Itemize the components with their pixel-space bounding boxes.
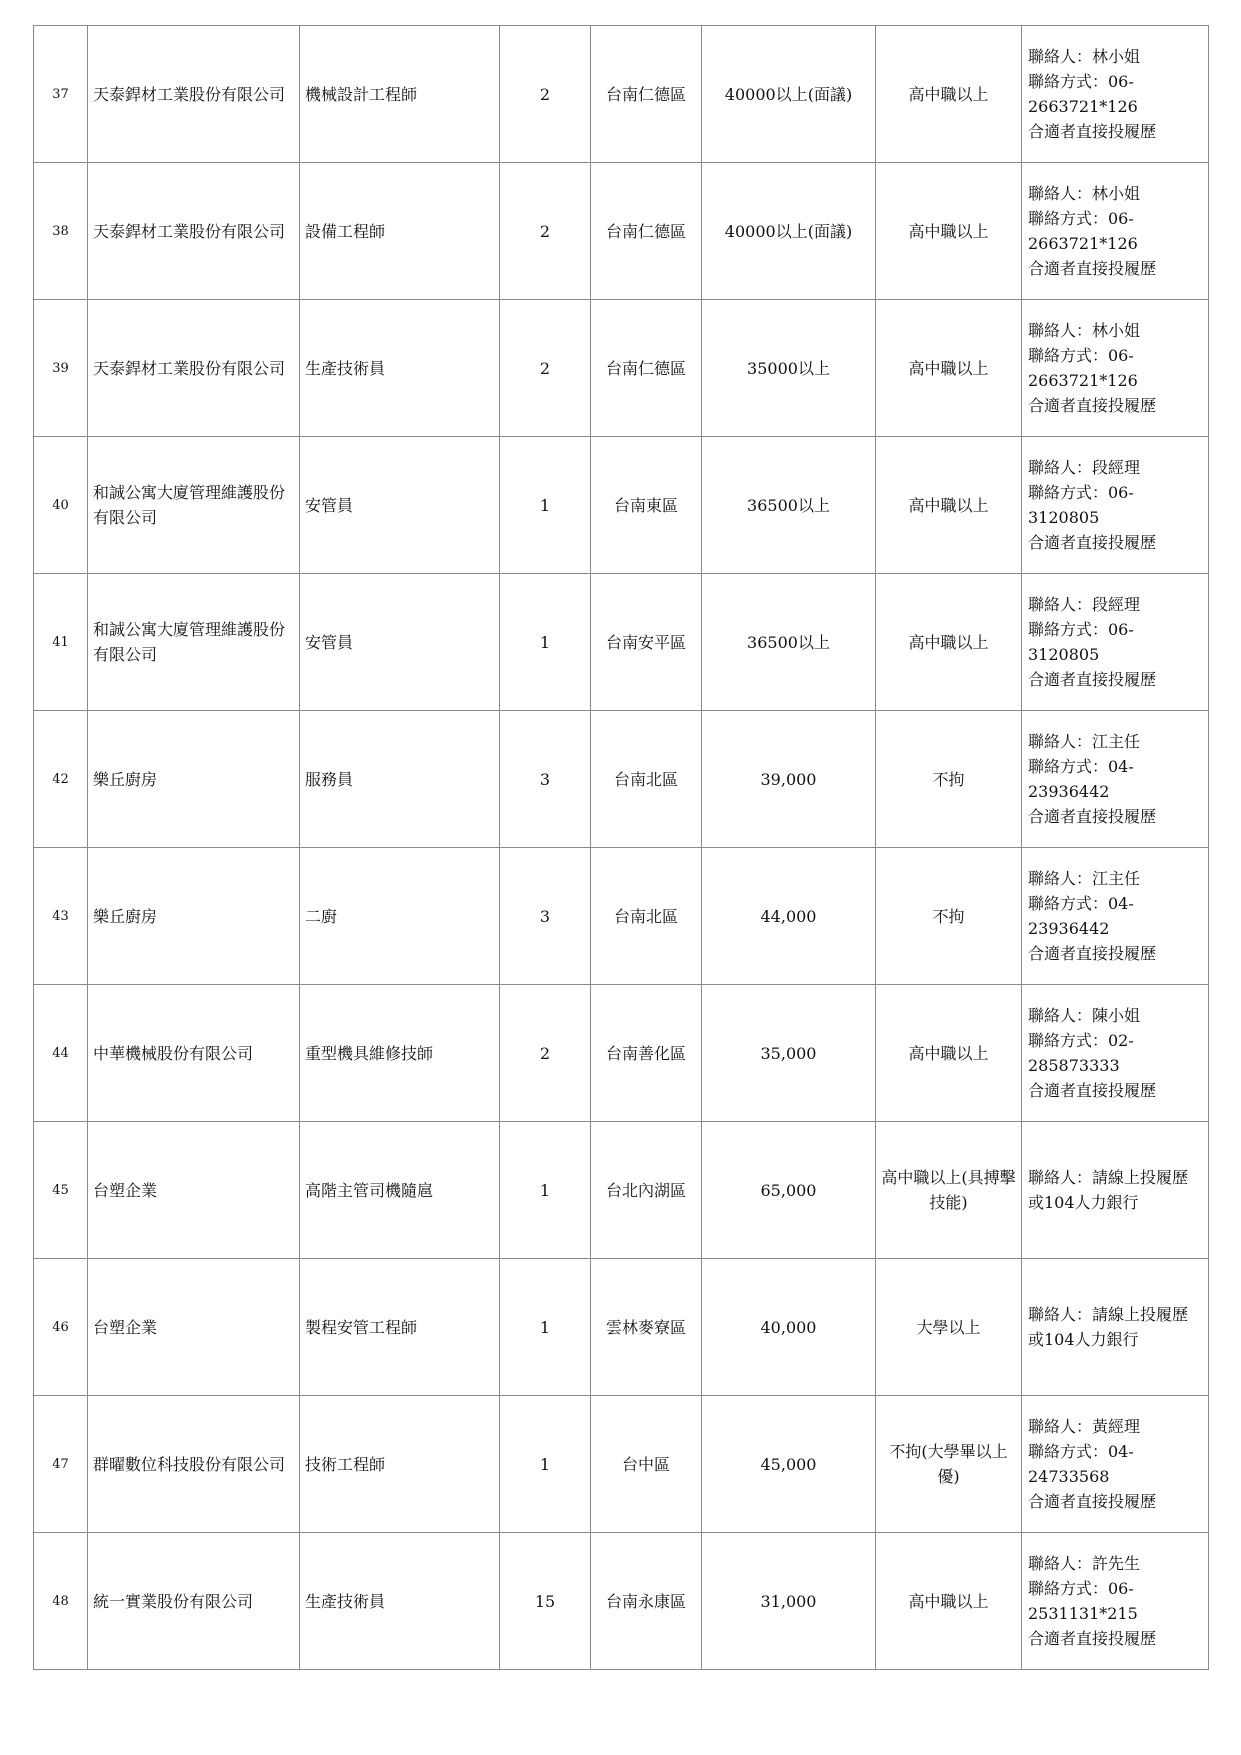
contact-line: 聯絡方式：06- [1028, 72, 1134, 91]
job-title: 製程安管工程師 [300, 1259, 500, 1396]
row-number: 38 [34, 163, 88, 300]
job-listing-table [33, 25, 1209, 1670]
contact-line: 合適者直接投履歷 [1028, 259, 1157, 278]
work-location: 台北內湖區 [591, 1122, 702, 1259]
row-number: 44 [34, 985, 88, 1122]
contact-line: 2663721*126 [1028, 371, 1138, 390]
table-row [34, 848, 1209, 985]
contact-line: 2531131*215 [1028, 1604, 1138, 1623]
job-rows [34, 26, 1209, 1670]
contact-line: 合適者直接投履歷 [1028, 122, 1157, 141]
contact-info [1022, 1259, 1209, 1396]
contact-line: 聯絡方式：06- [1028, 1579, 1134, 1598]
headcount: 3 [500, 848, 591, 985]
education-requirement: 不拘 [876, 711, 1022, 848]
education-requirement: 高中職以上 [876, 574, 1022, 711]
contact-info [1022, 711, 1209, 848]
headcount: 2 [500, 26, 591, 163]
row-number: 48 [34, 1533, 88, 1670]
contact-line: 合適者直接投履歷 [1028, 1629, 1157, 1648]
contact-line: 合適者直接投履歷 [1028, 670, 1157, 689]
row-number: 43 [34, 848, 88, 985]
contact-line: 聯絡人：林小姐 [1028, 47, 1141, 66]
contact-line: 聯絡方式：06- [1028, 620, 1134, 639]
contact-line: 聯絡方式：04- [1028, 757, 1134, 776]
contact-line: 3120805 [1028, 645, 1100, 664]
work-location: 台南東區 [591, 437, 702, 574]
contact-line: 聯絡人：段經理 [1028, 458, 1141, 477]
contact-line: 合適者直接投履歷 [1028, 396, 1157, 415]
salary: 35000以上 [702, 300, 876, 437]
table-row [34, 1396, 1209, 1533]
company-name: 樂丘廚房 [88, 711, 300, 848]
contact-info [1022, 163, 1209, 300]
company-name: 天泰銲材工業股份有限公司 [88, 163, 300, 300]
contact-line: 聯絡人：黃經理 [1028, 1417, 1141, 1436]
education-requirement: 不拘(大學畢以上優) [876, 1396, 1022, 1533]
job-title: 重型機具維修技師 [300, 985, 500, 1122]
table-row [34, 163, 1209, 300]
work-location: 台南仁德區 [591, 163, 702, 300]
salary: 40000以上(面議) [702, 26, 876, 163]
education-requirement: 高中職以上 [876, 985, 1022, 1122]
education-requirement: 高中職以上 [876, 300, 1022, 437]
row-number: 40 [34, 437, 88, 574]
education-requirement: 不拘 [876, 848, 1022, 985]
company-name: 和誠公寓大廈管理維護股份有限公司 [88, 437, 300, 574]
salary: 44,000 [702, 848, 876, 985]
contact-line: 24733568 [1028, 1467, 1110, 1486]
job-title: 設備工程師 [300, 163, 500, 300]
contact-line: 285873333 [1028, 1056, 1120, 1075]
table-row [34, 711, 1209, 848]
contact-info [1022, 848, 1209, 985]
contact-line: 聯絡人：段經理 [1028, 595, 1141, 614]
contact-line: 2663721*126 [1028, 97, 1138, 116]
job-title: 安管員 [300, 437, 500, 574]
work-location: 台南善化區 [591, 985, 702, 1122]
contact-line: 聯絡人：江主任 [1028, 869, 1141, 888]
headcount: 3 [500, 711, 591, 848]
contact-line: 聯絡方式：06- [1028, 483, 1134, 502]
job-title: 生產技術員 [300, 300, 500, 437]
contact-line: 合適者直接投履歷 [1028, 533, 1157, 552]
work-location: 台中區 [591, 1396, 702, 1533]
contact-line: 合適者直接投履歷 [1028, 1081, 1157, 1100]
company-name: 統一實業股份有限公司 [88, 1533, 300, 1670]
company-name: 樂丘廚房 [88, 848, 300, 985]
work-location: 台南仁德區 [591, 300, 702, 437]
row-number: 37 [34, 26, 88, 163]
row-number: 42 [34, 711, 88, 848]
table-row [34, 26, 1209, 163]
contact-line: 合適者直接投履歷 [1028, 807, 1157, 826]
work-location: 台南北區 [591, 711, 702, 848]
contact-info [1022, 985, 1209, 1122]
table-row [34, 300, 1209, 437]
company-name: 群曜數位科技股份有限公司 [88, 1396, 300, 1533]
job-title: 生產技術員 [300, 1533, 500, 1670]
education-requirement: 高中職以上 [876, 26, 1022, 163]
contact-info [1022, 1533, 1209, 1670]
education-requirement: 高中職以上(具搏擊技能) [876, 1122, 1022, 1259]
contact-info [1022, 26, 1209, 163]
job-title: 服務員 [300, 711, 500, 848]
job-title: 機械設計工程師 [300, 26, 500, 163]
contact-line: 23936442 [1028, 919, 1110, 938]
contact-line: 聯絡人：許先生 [1028, 1554, 1141, 1573]
table-row [34, 1259, 1209, 1396]
company-name: 天泰銲材工業股份有限公司 [88, 300, 300, 437]
education-requirement: 高中職以上 [876, 1533, 1022, 1670]
contact-line: 合適者直接投履歷 [1028, 944, 1157, 963]
salary: 39,000 [702, 711, 876, 848]
headcount: 1 [500, 1396, 591, 1533]
salary: 36500以上 [702, 574, 876, 711]
table-row [34, 574, 1209, 711]
contact-line: 聯絡人：林小姐 [1028, 321, 1141, 340]
contact-line: 合適者直接投履歷 [1028, 1492, 1157, 1511]
work-location: 台南安平區 [591, 574, 702, 711]
company-name: 台塑企業 [88, 1259, 300, 1396]
row-number: 39 [34, 300, 88, 437]
contact-line: 聯絡方式：04- [1028, 1442, 1134, 1461]
contact-line: 聯絡方式：04- [1028, 894, 1134, 913]
contact-line: 聯絡人：林小姐 [1028, 184, 1141, 203]
contact-info [1022, 300, 1209, 437]
company-name: 台塑企業 [88, 1122, 300, 1259]
headcount: 1 [500, 437, 591, 574]
contact-line: 23936442 [1028, 782, 1110, 801]
contact-line: 聯絡人：請線上投履歷或104人力銀行 [1028, 1305, 1189, 1349]
headcount: 2 [500, 163, 591, 300]
row-number: 46 [34, 1259, 88, 1396]
contact-info [1022, 574, 1209, 711]
salary: 31,000 [702, 1533, 876, 1670]
headcount: 1 [500, 1259, 591, 1396]
salary: 35,000 [702, 985, 876, 1122]
work-location: 台南北區 [591, 848, 702, 985]
work-location: 台南永康區 [591, 1533, 702, 1670]
job-title: 高階主管司機隨扈 [300, 1122, 500, 1259]
table-row [34, 1533, 1209, 1670]
headcount: 1 [500, 574, 591, 711]
contact-line: 3120805 [1028, 508, 1100, 527]
contact-line: 聯絡人：江主任 [1028, 732, 1141, 751]
job-title: 安管員 [300, 574, 500, 711]
table-row [34, 437, 1209, 574]
contact-line: 聯絡方式：06- [1028, 209, 1134, 228]
salary: 40,000 [702, 1259, 876, 1396]
headcount: 2 [500, 985, 591, 1122]
table-row [34, 985, 1209, 1122]
work-location: 雲林麥寮區 [591, 1259, 702, 1396]
company-name: 天泰銲材工業股份有限公司 [88, 26, 300, 163]
salary: 40000以上(面議) [702, 163, 876, 300]
headcount: 2 [500, 300, 591, 437]
salary: 65,000 [702, 1122, 876, 1259]
contact-info [1022, 437, 1209, 574]
contact-info [1022, 1122, 1209, 1259]
contact-line: 聯絡方式：02- [1028, 1031, 1134, 1050]
work-location: 台南仁德區 [591, 26, 702, 163]
salary: 36500以上 [702, 437, 876, 574]
contact-line: 聯絡人：請線上投履歷或104人力銀行 [1028, 1168, 1189, 1212]
job-title: 技術工程師 [300, 1396, 500, 1533]
company-name: 中華機械股份有限公司 [88, 985, 300, 1122]
contact-line: 2663721*126 [1028, 234, 1138, 253]
contact-info [1022, 1396, 1209, 1533]
headcount: 15 [500, 1533, 591, 1670]
salary: 45,000 [702, 1396, 876, 1533]
table-row [34, 1122, 1209, 1259]
row-number: 47 [34, 1396, 88, 1533]
row-number: 45 [34, 1122, 88, 1259]
education-requirement: 高中職以上 [876, 163, 1022, 300]
contact-line: 聯絡人：陳小姐 [1028, 1006, 1141, 1025]
education-requirement: 高中職以上 [876, 437, 1022, 574]
row-number: 41 [34, 574, 88, 711]
headcount: 1 [500, 1122, 591, 1259]
company-name: 和誠公寓大廈管理維護股份有限公司 [88, 574, 300, 711]
education-requirement: 大學以上 [876, 1259, 1022, 1396]
contact-line: 聯絡方式：06- [1028, 346, 1134, 365]
job-title: 二廚 [300, 848, 500, 985]
